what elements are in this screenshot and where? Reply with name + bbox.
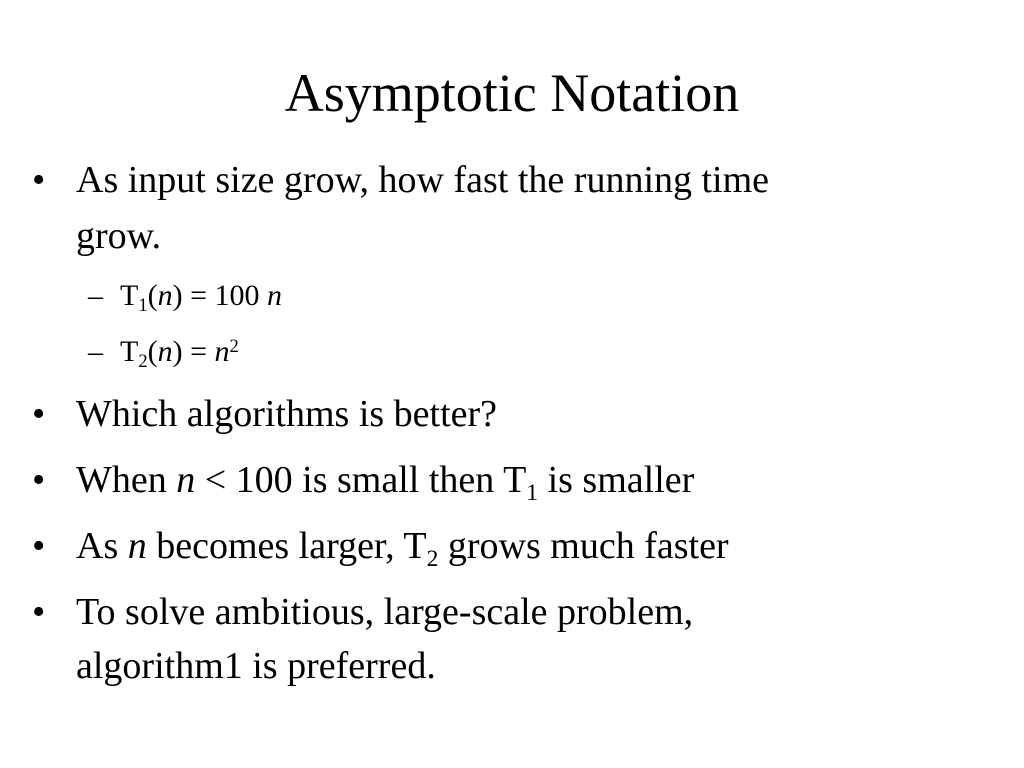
formula-t: T (120, 335, 139, 368)
bullet-3-subscript: 1 (526, 479, 539, 506)
bullet-marker: • (32, 525, 46, 567)
bullet-4-text: grows much faster (438, 525, 729, 567)
bullet-4-variable: n (127, 525, 147, 567)
bullet-1-line-1 (32, 158, 770, 202)
bullet-4-subscript: 2 (426, 545, 439, 572)
formula-variable: n (157, 335, 173, 368)
sub-bullet-1 (88, 278, 283, 316)
dash-marker: – (88, 279, 103, 312)
bullet-4-text: As (76, 525, 128, 567)
bullet-2-text: Which algorithms is better? (76, 393, 498, 435)
dash-marker: – (88, 335, 103, 368)
bullet-3-text: < 100 is small then T (195, 459, 527, 501)
formula-subscript: 2 (138, 350, 148, 372)
sub-bullet-2 (88, 334, 239, 372)
formula-body: ) = (172, 335, 215, 368)
bullet-1-line-2 (76, 214, 161, 258)
bullet-4 (32, 524, 729, 572)
formula-body: ) = 100 (172, 279, 268, 312)
bullet-marker: • (32, 459, 46, 501)
bullet-5-text: To solve ambitious, large-scale problem, (76, 591, 694, 633)
bullet-5-line-1 (32, 590, 694, 634)
bullet-1-text: As input size grow, how fast the running time (76, 159, 770, 201)
slide-title: Asymptotic Notation (284, 63, 740, 123)
bullet-3 (32, 458, 695, 506)
formula-variable: n (214, 335, 230, 368)
bullet-marker: • (32, 591, 46, 633)
formula-paren: ( (147, 335, 158, 368)
bullet-2 (32, 392, 498, 436)
formula-t: T (120, 279, 139, 312)
bullet-5-line-2 (76, 644, 436, 688)
bullet-marker: • (32, 159, 46, 201)
bullet-marker: • (32, 393, 46, 435)
formula-subscript: 1 (138, 294, 148, 316)
bullet-3-text: is smaller (538, 459, 695, 501)
bullet-4-text: becomes larger, T (146, 525, 427, 567)
formula-paren: ( (147, 279, 158, 312)
bullet-3-variable: n (176, 459, 196, 501)
bullet-5-continuation: algorithm1 is preferred. (76, 645, 436, 687)
formula-variable: n (157, 279, 173, 312)
bullet-1-continuation: grow. (76, 215, 162, 257)
formula-variable: n (267, 279, 283, 312)
formula-exponent: 2 (229, 336, 239, 358)
bullet-3-text: When (76, 459, 177, 501)
